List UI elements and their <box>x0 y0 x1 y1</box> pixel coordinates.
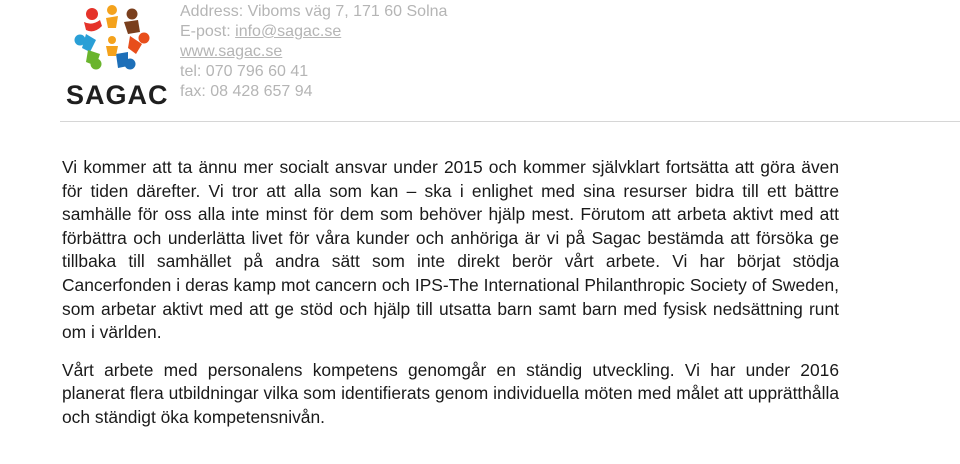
email-label: E-post: <box>180 23 236 40</box>
sagac-logo <box>66 4 169 110</box>
email-link[interactable]: info@sagac.se <box>235 23 342 40</box>
figure-blue <box>75 34 97 52</box>
document-body <box>62 156 839 430</box>
website-link[interactable]: www.sagac.se <box>180 43 283 60</box>
phone-line: tel: 070 796 60 41 <box>180 63 309 80</box>
contact-block <box>180 2 447 102</box>
figure-brown <box>124 9 140 35</box>
people-figures-icon <box>66 4 158 80</box>
fax-line: fax: 08 428 657 94 <box>180 83 313 100</box>
paragraph-staff-competence: Vårt arbete med personalens kompetens genomgår en ständig utveckling. Vi har under 2016 planerat flera utbildningar vilka som identifierats genom individuella möten med målet att upprätthålla och ständigt öka kompetensnivån. <box>62 359 839 427</box>
header-divider <box>60 121 960 122</box>
figure-dark-red <box>128 33 150 55</box>
letterhead <box>0 0 960 122</box>
paragraph-social-responsibility: Vi kommer att ta ännu mer socialt ansvar under 2015 och kommer självklart fortsätta att göra även för tiden därefter. Vi tror att alla som kan – ska i enlighet med sina resurser bidra till ett bättre samhälle för oss alla inte minst för dem som behöver hjälp mest. Förutom att arbeta aktivt med att förbättra och underlätta livet för våra kunder och anhöriga är vi på Sagac bestämda att försöka ge tillbaka till samhället på andra sätt som inte direkt berör vårt arbete. Vi har börjat stödja Cancerfonden i deras kamp mot cancern och IPS-The International Philanthropic Society of Sweden, som arbetar aktivt med att ge stöd och hjälp till utsatta barn samt barn med fysisk nedsättning runt om i världen. <box>62 157 839 343</box>
figure-yellow-small <box>106 36 118 56</box>
logo-wordmark: SAGAC <box>66 80 169 110</box>
figure-orange <box>106 5 118 28</box>
figure-green <box>86 50 102 70</box>
figure-navy <box>116 52 136 70</box>
email-line <box>180 22 447 42</box>
address-line: Address: Viboms väg 7, 171 60 Solna <box>180 3 448 20</box>
figure-red <box>84 8 102 31</box>
